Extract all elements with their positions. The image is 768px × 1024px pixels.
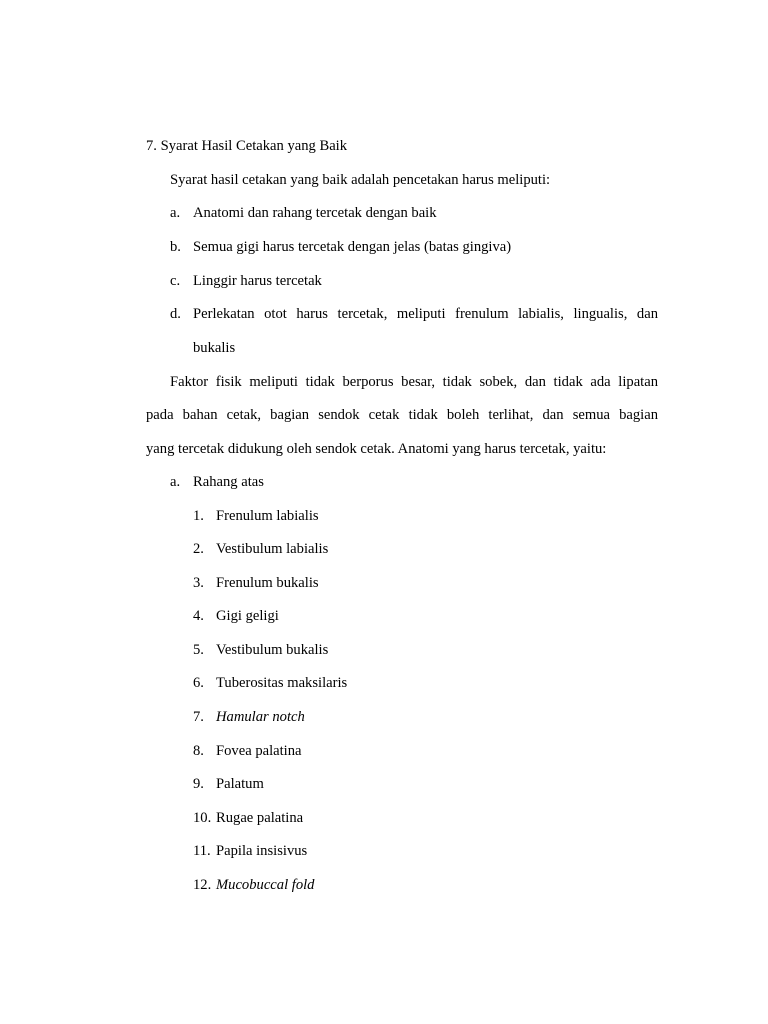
requirement-text: Anatomi dan rahang tercetak dengan baik — [193, 205, 437, 221]
requirement-marker: d. — [170, 306, 181, 322]
list-item-number: 2. — [193, 541, 204, 557]
list-item-number: 6. — [193, 675, 204, 691]
list-item: Vestibulum bukalis — [216, 642, 329, 658]
list-item: Vestibulum labialis — [216, 541, 329, 557]
list-item-number: 9. — [193, 776, 204, 792]
list-item: Fovea palatina — [216, 743, 302, 759]
intro-text: Syarat hasil cetakan yang baik adalah pencetakan harus meliputi: — [170, 172, 551, 188]
list-item-number: 4. — [193, 608, 204, 624]
list-item-number: 11. — [193, 843, 211, 859]
list-item: Hamular notch — [216, 709, 305, 725]
paragraph-line: yang tercetak didukung oleh sendok cetak. Anatomi yang harus tercetak, yaitu: — [146, 441, 607, 457]
section-marker: a. — [170, 474, 181, 490]
section-label: Rahang atas — [193, 474, 264, 490]
requirement-marker: a. — [170, 205, 181, 221]
requirement-text: Linggir harus tercetak — [193, 273, 322, 289]
list-item-number: 12. — [193, 877, 212, 893]
list-item: Palatum — [216, 776, 264, 792]
list-item: Tuberositas maksilaris — [216, 675, 348, 691]
paragraph-line: pada bahan cetak, bagian sendok cetak tidak boleh terlihat, dan semua bagian — [146, 407, 658, 423]
list-item-number: 7. — [193, 709, 204, 725]
list-item-number: 1. — [193, 508, 204, 524]
list-item: Gigi geligi — [216, 608, 279, 624]
list-item: Frenulum bukalis — [216, 575, 319, 591]
list-item: Mucobuccal fold — [216, 877, 315, 893]
requirement-marker: c. — [170, 273, 181, 289]
list-item: Frenulum labialis — [216, 508, 319, 524]
list-item-number: 5. — [193, 642, 204, 658]
list-item-number: 8. — [193, 743, 204, 759]
paragraph-line: Faktor fisik meliputi tidak berporus besar, tidak sobek, dan tidak ada lipatan — [170, 374, 658, 390]
list-item-number: 10. — [193, 810, 212, 826]
list-item: Papila insisivus — [216, 843, 308, 859]
requirement-text: Semua gigi harus tercetak dengan jelas (batas gingiva) — [193, 239, 512, 255]
requirement-text: Perlekatan otot harus tercetak, meliputi frenulum labialis, lingualis, dan — [193, 306, 658, 322]
list-item: Rugae palatina — [216, 810, 304, 826]
requirement-continuation: bukalis — [193, 340, 236, 356]
requirement-marker: b. — [170, 239, 181, 255]
section-heading: 7. Syarat Hasil Cetakan yang Baik — [146, 138, 348, 154]
list-item-number: 3. — [193, 575, 204, 591]
